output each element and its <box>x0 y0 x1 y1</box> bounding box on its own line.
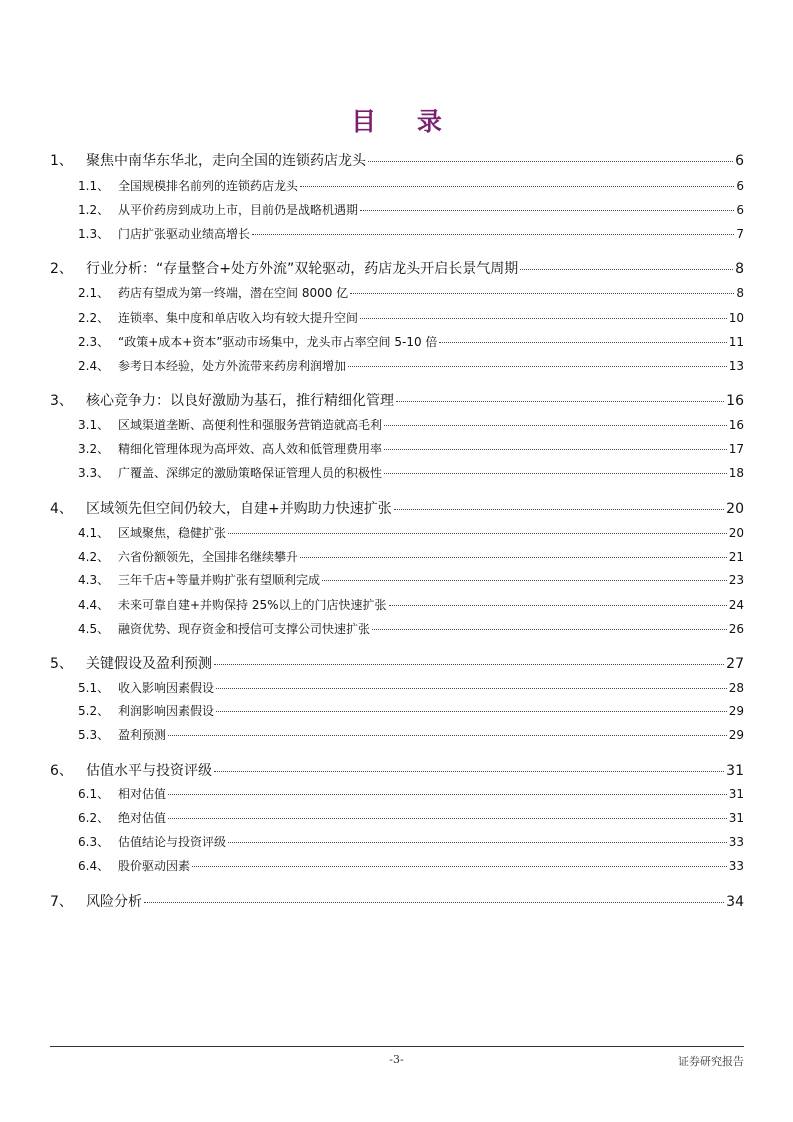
toc-entry-title: 聚焦中南华东华北，走向全国的连锁药店龙头 <box>86 153 366 169</box>
toc-section-entry[interactable] <box>50 620 744 637</box>
toc-entry-page: 18 <box>728 466 744 480</box>
toc-entry-page: 7 <box>736 227 744 241</box>
toc-entry-page: 6 <box>736 203 744 217</box>
toc-leader-dots <box>360 210 734 211</box>
toc-entry-page: 33 <box>728 835 744 849</box>
toc-chapter-entry[interactable] <box>50 653 744 673</box>
toc-entry-number: 3.2、 <box>78 442 110 456</box>
toc-entry-page: 31 <box>728 811 744 825</box>
toc-leader-dots <box>168 794 727 795</box>
toc-entry-title: 未来可靠自建+并购保持 25%以上的门店快速扩张 <box>118 598 387 612</box>
toc-entry-title: 关键假设及盈利预测 <box>86 656 212 672</box>
toc-leader-dots <box>372 629 727 630</box>
toc-entry-title: 估值水平与投资评级 <box>86 763 212 779</box>
toc-entry-number: 6.4、 <box>78 859 110 873</box>
toc-leader-dots <box>394 509 724 510</box>
toc-entry-page: 28 <box>728 681 744 695</box>
toc-leader-dots <box>214 771 724 772</box>
toc-leader-dots <box>396 401 724 402</box>
toc-leader-dots <box>439 342 726 343</box>
toc-entry-number: 6.1、 <box>78 787 110 801</box>
toc-chapter-entry[interactable] <box>50 498 744 518</box>
toc-entry-title: 利润影响因素假设 <box>118 704 215 718</box>
toc-leader-dots <box>192 866 727 867</box>
toc-section-entry[interactable] <box>50 726 744 743</box>
toc-entry-page: 20 <box>728 526 744 540</box>
toc-leader-dots <box>360 318 727 319</box>
toc-leader-dots <box>300 557 727 558</box>
toc-chapter-entry[interactable] <box>50 891 744 911</box>
toc-section-entry[interactable] <box>50 857 744 874</box>
toc-section-entry[interactable] <box>50 201 744 218</box>
toc-leader-dots <box>252 234 734 235</box>
toc-entry-title: 全国规模排名前列的连锁药店龙头 <box>118 179 299 193</box>
toc-leader-dots <box>168 818 727 819</box>
footer-divider <box>50 1046 744 1047</box>
toc-section-entry[interactable] <box>50 785 744 802</box>
toc-leader-dots <box>228 842 727 843</box>
toc-entry-title: 三年千店+等量并购扩张有望顺利完成 <box>118 573 321 587</box>
toc-entry-title: 从平价药房到成功上市，目前仍是战略机遇期 <box>118 203 359 217</box>
footer-report-label: 证券研究报告 <box>678 1055 744 1068</box>
toc-entry-number: 6.3、 <box>78 835 110 849</box>
toc-leader-dots <box>384 425 727 426</box>
toc-entry-title: 收入影响因素假设 <box>118 681 215 695</box>
toc-section-entry[interactable] <box>50 440 744 457</box>
toc-entry-number: 3、 <box>50 393 73 409</box>
toc-entry-page: 16 <box>726 393 744 409</box>
toc-entry-page: 24 <box>728 598 744 612</box>
toc-chapter-entry[interactable] <box>50 258 744 278</box>
toc-leader-dots <box>144 902 724 903</box>
toc-entry-title: 融资优势、现存资金和授信可支撑公司快速扩张 <box>118 622 371 636</box>
toc-entry-number: 7、 <box>50 894 73 910</box>
toc-section-entry[interactable] <box>50 225 744 242</box>
toc-section-entry[interactable] <box>50 177 744 194</box>
toc-leader-dots <box>322 580 727 581</box>
toc-leader-dots <box>168 735 727 736</box>
toc-entry-number: 2.2、 <box>78 311 110 325</box>
toc-entry-title: 盈利预测 <box>118 728 167 742</box>
toc-entry-number: 3.3、 <box>78 466 110 480</box>
toc-entry-number: 5.3、 <box>78 728 110 742</box>
toc-leader-dots <box>389 605 727 606</box>
toc-entry-title: 行业分析：“存量整合+处方外流”双轮驱动，药店龙头开启长景气周期 <box>86 261 519 277</box>
toc-entry-number: 1.1、 <box>78 179 110 193</box>
toc-section-entry[interactable] <box>50 284 744 301</box>
toc-entry-number: 6.2、 <box>78 811 110 825</box>
toc-entry-title: 药店有望成为第一终端，潜在空间 8000 亿 <box>118 286 349 300</box>
toc-entry-page: 16 <box>728 418 744 432</box>
toc-entry-number: 4.5、 <box>78 622 110 636</box>
toc-section-entry[interactable] <box>50 548 744 565</box>
toc-leader-dots <box>216 711 727 712</box>
toc-entry-title: 相对估值 <box>118 787 167 801</box>
toc-entry-number: 5、 <box>50 656 73 672</box>
toc-entry-title: 区域渠道垄断、高便利性和强服务营销造就高毛利 <box>118 418 383 432</box>
toc-entry-page: 11 <box>728 335 744 349</box>
toc-section-entry[interactable] <box>50 833 744 850</box>
toc-entry-number: 5.2、 <box>78 704 110 718</box>
toc-entry-page: 17 <box>728 442 744 456</box>
toc-section-entry[interactable] <box>50 596 744 613</box>
toc-section-entry[interactable] <box>50 333 744 350</box>
toc-entry-number: 4、 <box>50 501 73 517</box>
toc-entry-number: 2.1、 <box>78 286 110 300</box>
toc-section-entry[interactable] <box>50 524 744 541</box>
toc-leader-dots <box>384 473 727 474</box>
toc-section-entry[interactable] <box>50 702 744 719</box>
toc-leader-dots <box>216 688 727 689</box>
toc-section-entry[interactable] <box>50 357 744 374</box>
toc-entry-page: 8 <box>736 286 744 300</box>
toc-entry-number: 4.1、 <box>78 526 110 540</box>
toc-entry-title: 核心竞争力：以良好激励为基石，推行精细化管理 <box>86 393 394 409</box>
toc-entry-title: 门店扩张驱动业绩高增长 <box>118 227 251 241</box>
toc-entry-page: 21 <box>728 550 744 564</box>
toc-leader-dots <box>300 186 734 187</box>
toc-entry-page: 6 <box>735 153 744 169</box>
toc-entry-number: 6、 <box>50 763 73 779</box>
toc-entry-page: 13 <box>728 359 744 373</box>
toc-entry-page: 23 <box>728 573 744 587</box>
toc-entry-page: 8 <box>735 261 744 277</box>
toc-entry-title: “政策+成本+资本”驱动市场集中，龙头市占率空间 5-10 倍 <box>118 335 438 349</box>
toc-section-entry[interactable] <box>50 571 744 588</box>
toc-entry-number: 4.4、 <box>78 598 110 612</box>
toc-section-entry[interactable] <box>50 416 744 433</box>
toc-entry-number: 1.3、 <box>78 227 110 241</box>
toc-leader-dots <box>350 293 734 294</box>
toc-entry-number: 4.2、 <box>78 550 110 564</box>
toc-entry-page: 31 <box>726 763 744 779</box>
toc-leader-dots <box>228 533 727 534</box>
toc-entry-title: 六省份额领先，全国排名继续攀升 <box>118 550 299 564</box>
toc-entry-page: 27 <box>726 656 744 672</box>
toc-chapter-entry[interactable] <box>50 150 744 170</box>
toc-section-entry[interactable] <box>50 809 744 826</box>
toc-entry-number: 1.2、 <box>78 203 110 217</box>
toc-entry-title: 精细化管理体现为高坪效、高人效和低管理费用率 <box>118 442 383 456</box>
toc-entry-number: 2.4、 <box>78 359 110 373</box>
toc-entry-title: 区域领先但空间仍较大，自建+并购助力快速扩张 <box>86 501 392 517</box>
toc-entry-number: 5.1、 <box>78 681 110 695</box>
page-title: 目 录 <box>351 107 458 136</box>
toc-entry-number: 4.3、 <box>78 573 110 587</box>
footer-page-number: -3- <box>389 1053 404 1066</box>
toc-entry-number: 2、 <box>50 261 73 277</box>
toc-entry-number: 3.1、 <box>78 418 110 432</box>
toc-entry-page: 6 <box>736 179 744 193</box>
toc-entry-page: 31 <box>728 787 744 801</box>
toc-entry-page: 34 <box>726 894 744 910</box>
toc-entry-page: 26 <box>728 622 744 636</box>
toc-entry-page: 29 <box>728 728 744 742</box>
toc-entry-title: 风险分析 <box>86 894 142 910</box>
toc-entry-page: 33 <box>728 859 744 873</box>
toc-entry-title: 绝对估值 <box>118 811 167 825</box>
toc-leader-dots <box>384 449 727 450</box>
toc-entry-title: 区域聚焦，稳健扩张 <box>118 526 227 540</box>
toc-section-entry[interactable] <box>50 679 744 696</box>
toc-leader-dots <box>520 269 733 270</box>
toc-entry-number: 1、 <box>50 153 73 169</box>
toc-chapter-entry[interactable] <box>50 760 744 780</box>
toc-entry-title: 股价驱动因素 <box>118 859 191 873</box>
toc-entry-title: 连锁率、集中度和单店收入均有较大提升空间 <box>118 311 359 325</box>
toc-chapter-entry[interactable] <box>50 390 744 410</box>
toc-entry-title: 参考日本经验，处方外流带来药房利润增加 <box>118 359 347 373</box>
toc-entry-page: 10 <box>728 311 744 325</box>
toc-section-entry[interactable] <box>50 464 744 481</box>
toc-leader-dots <box>214 664 724 665</box>
toc-entry-page: 20 <box>726 501 744 517</box>
toc-entry-title: 估值结论与投资评级 <box>118 835 227 849</box>
toc-entry-page: 29 <box>728 704 744 718</box>
toc-leader-dots <box>368 161 733 162</box>
toc-leader-dots <box>348 366 727 367</box>
toc-section-entry[interactable] <box>50 309 744 326</box>
toc-entry-number: 2.3、 <box>78 335 110 349</box>
toc-entry-title: 广覆盖、深绑定的激励策略保证管理人员的积极性 <box>118 466 383 480</box>
